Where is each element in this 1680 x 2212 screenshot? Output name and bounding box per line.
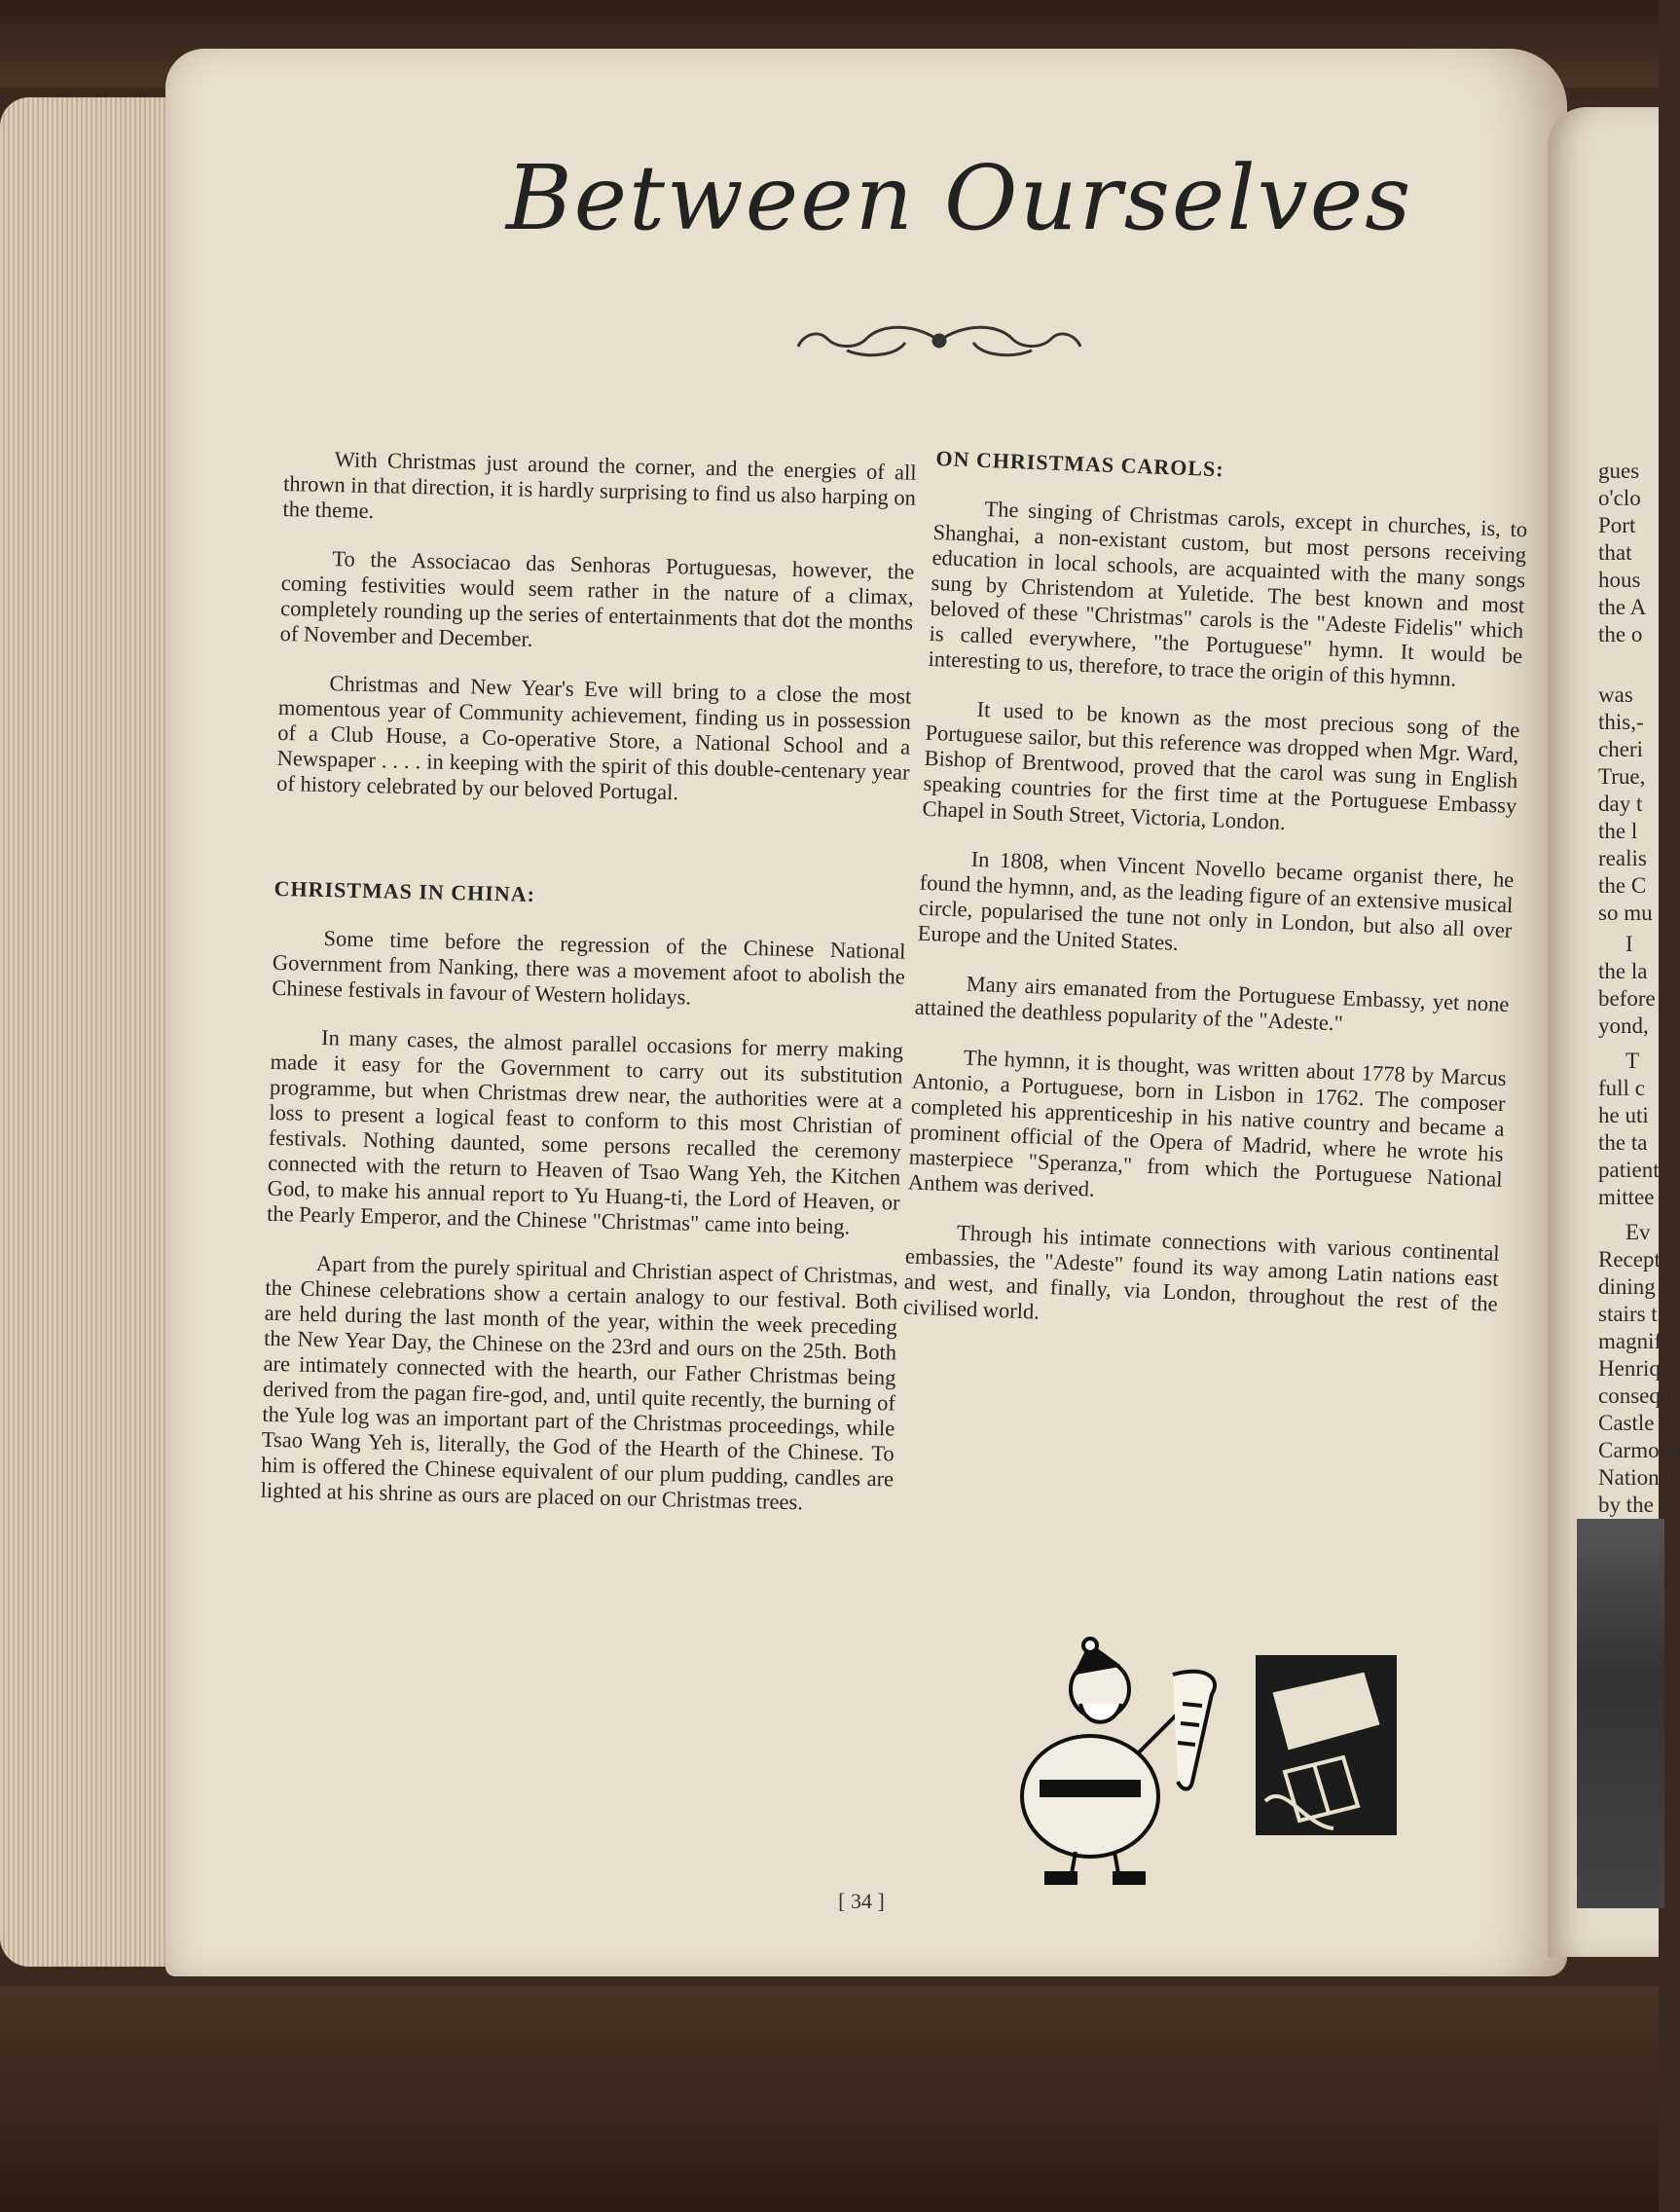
facing-page-line: that — [1598, 540, 1632, 565]
paragraph: Apart from the purely spiritual and Christian aspect of Christmas, the Chinese celebrations show a certain analogy to our festival. Both are held during the last month of the year, within the week preceding the New Year Day, the Chinese on the 23rd and ours on the 25th. Both are intimately connected with the hearth, our Father Christmas being derived from the pagan fire-god, and, until quite recently, the burning of the Yule log was an important part of the Christmas proceedings, while Tsao Wang Yeh is, literally, the God of the Hearth of the Chinese. To him is offered the Chinese equivalent of our plum pudding, candles are lighted at his shrine as ours are placed on our Christmas trees. — [260, 1250, 899, 1515]
right-column — [902, 446, 1530, 1366]
santa-illustration-icon — [983, 1636, 1236, 1889]
facing-page-line: Ev — [1625, 1220, 1651, 1244]
facing-page-line: True, — [1598, 764, 1646, 789]
facing-page-line: the ta — [1598, 1130, 1648, 1155]
facing-page-line: before — [1598, 986, 1656, 1011]
facing-page-line: the la — [1598, 959, 1648, 983]
facing-page-line: yond, — [1598, 1014, 1649, 1038]
facing-page-line: I — [1625, 932, 1633, 956]
paragraph: In 1808, when Vincent Novello became organist there, he found the hymnn, and, as the leading figure of an extensive musical circle, popularised the tune not only in London, but also all over Europe and the United States. — [917, 846, 1515, 955]
facing-page-line: stairs t — [1598, 1302, 1658, 1326]
paragraph: Through his intimate connections with various continental embassies, the "Adeste" found its way among Latin nations east and west, and finally, via London, throughout the rest of the civilised world. — [902, 1220, 1501, 1324]
facing-page-line: T — [1625, 1049, 1640, 1073]
facing-page-line: the A — [1598, 595, 1647, 619]
page-title — [506, 146, 1411, 273]
section-heading-christmas-in-china: CHRISTMAS IN CHINA: — [274, 875, 536, 906]
facing-page-line: by the s — [1598, 1493, 1668, 1517]
facing-page — [1548, 107, 1680, 1957]
facing-page-line: cheri — [1598, 737, 1643, 761]
paragraph: The singing of Christmas carols, except in churches, is, to Shanghai, a non-existant custom, but most persons receiving education in local schools, are acquainted with the many songs sung by Christendom at Yuletide. The best known and most beloved of these "Christmas" carols is the "Adeste Fidelis" which is called everywhere, "the Portuguese" hymn. It would be interesting to us, therefore, to trace the origin of this hymnn. — [928, 496, 1528, 691]
paragraph: To the Associacao das Senhoras Portuguesas, however, the coming festivities would seem rather in the nature of a climax, completely rounding up the series of entertainments that dot the months of November and December. — [279, 546, 915, 651]
facing-page-line: Port — [1598, 513, 1636, 537]
gift-box-woodcut-icon — [1256, 1655, 1397, 1835]
title-word-ourselves: Ourselves — [944, 146, 1413, 250]
facing-page-line: hous — [1598, 568, 1641, 592]
facing-page-line: the o — [1598, 622, 1643, 646]
facing-page-line: patient — [1598, 1158, 1660, 1182]
paragraph: In many cases, the almost parallel occasions for merry making made it easy for the Government to carry out its substitution programme, but when Christmas drew near, the authorities were at a loss to present a logical feast to conform to this most Christian of festivals. Nothing daunted, some persons recalled the ceremony connected with the return to Heaven of Tsao Wang Yeh, the Kitchen God, to make his annual report to Yu Huang-ti, the Lord of Heaven, or the Pearly Emperor, and the Chinese "Christmas" came into being. — [266, 1025, 904, 1239]
section-heading-christmas-carols: ON CHRISTMAS CAROLS: — [935, 446, 1225, 482]
facing-page-line: gues — [1598, 459, 1640, 483]
facing-page-line: Carmona — [1598, 1438, 1680, 1462]
facing-page-line: full c — [1598, 1076, 1645, 1100]
facing-page-line: Recept — [1598, 1247, 1661, 1272]
scroll-ornament-icon — [788, 313, 1090, 367]
page-number: [ 34 ] — [838, 1889, 885, 1913]
paragraph: The hymnn, it is thought, was written about 1778 by Marcus Antonio, a Portuguese, born in Lisbon in 1762. The composer completed his apprenticeship in his native country and became a prominent official of the Opera of Madrid, where he wrote his masterpiece "Speranza," from which the Portuguese National Anthem was derived. — [907, 1045, 1507, 1201]
paragraph: Some time before the regression of the Chinese National Government from Nanking, there was a movement afoot to abolish the Chinese festivals in favour of Western holidays. — [272, 926, 906, 1010]
facing-page-line: was — [1598, 682, 1633, 707]
facing-page-line: o'clo — [1598, 486, 1641, 510]
facing-page-line: this,- — [1598, 710, 1644, 734]
facing-page-line: Henriqu — [1598, 1356, 1672, 1381]
facing-page-line: Castle o — [1598, 1411, 1671, 1435]
facing-page-line: National — [1598, 1465, 1676, 1490]
paragraph: Christmas and New Year's Eve will bring to a close the most momentous year of Community achievement, finding us in possession of a Club House, a Co-operative Store, a National School and a Newspaper . . . . in keeping with the spirit of this double-centenary year of history celebrated by our beloved Portugal. — [275, 671, 912, 805]
facing-page-line: consequ — [1598, 1383, 1672, 1408]
facing-page-line: day t — [1598, 792, 1643, 816]
facing-page-line: mittee — [1598, 1185, 1655, 1209]
paragraph: It used to be known as the most precious song of the Portuguese sailor, but this reference was dropped when Mgr. Ward, Bishop of Brentwood, proved that the carol was sung in English speaking countries for the first time at the Portuguese Embassy Chapel in South Street, Victoria, London. — [922, 696, 1520, 835]
paragraph: Many airs emanated from the Portuguese Embassy, yet none attained the deathless popularity of the "Adeste." — [914, 971, 1510, 1036]
left-column — [260, 446, 917, 1540]
facing-page-line: he uti — [1598, 1103, 1649, 1127]
facing-page-line: so mu — [1598, 901, 1653, 925]
paragraph: With Christmas just around the corner, and the energies of all thrown in that direction, it is hardly surprising to find us also harping on the theme. — [282, 447, 917, 524]
facing-page-line: realis — [1598, 846, 1647, 870]
desk-background-bottom — [0, 1986, 1659, 2212]
facing-page-line: the C — [1598, 873, 1647, 898]
facing-page-line: magnific — [1598, 1329, 1678, 1353]
facing-page-line: dining — [1598, 1274, 1656, 1299]
facing-page-line: the l — [1598, 819, 1638, 843]
title-word-between: Between — [506, 146, 915, 250]
facing-page-photo — [1577, 1519, 1664, 1908]
